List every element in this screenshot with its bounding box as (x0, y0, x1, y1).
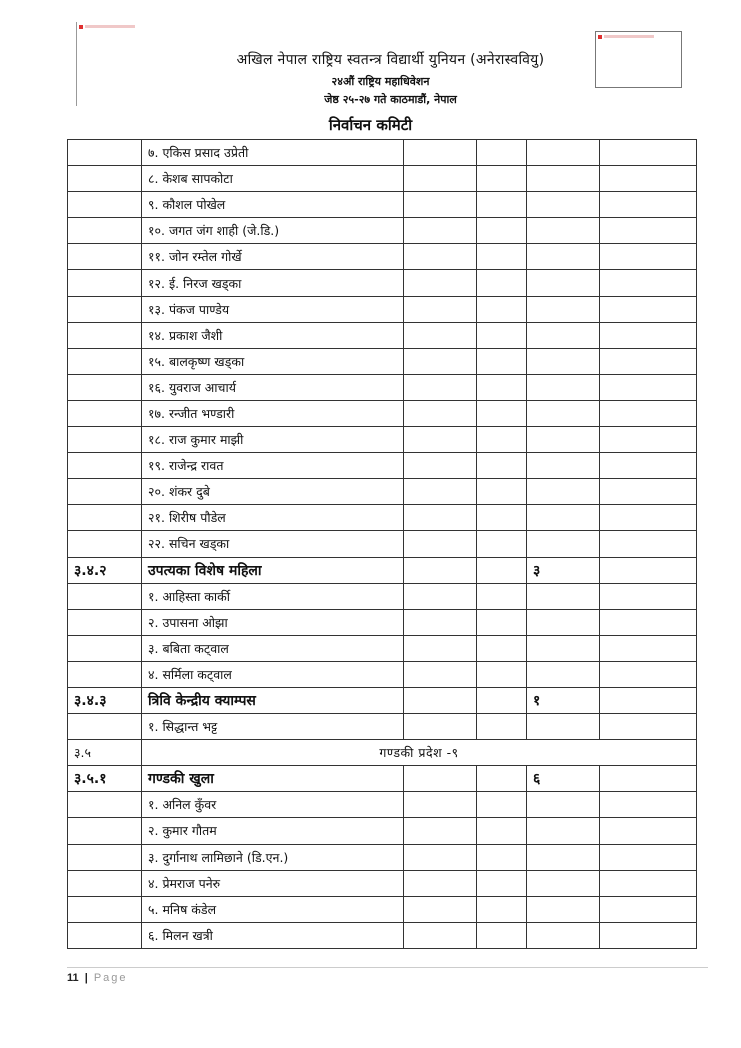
blank-cell (404, 557, 477, 583)
blank-cell (477, 818, 527, 844)
blank-cell (600, 687, 697, 713)
section-code-cell (68, 166, 142, 192)
section-code-cell (68, 296, 142, 322)
blank-cell (477, 896, 527, 922)
blank-cell (477, 296, 527, 322)
section-code-cell (68, 140, 142, 166)
blank-cell (600, 922, 697, 948)
table-row (68, 270, 697, 296)
name-cell: १५. बालकृष्ण खड्का (142, 348, 404, 374)
blank-cell (600, 140, 697, 166)
blank-cell (404, 609, 477, 635)
blank-cell (477, 531, 527, 557)
blank-cell (477, 427, 527, 453)
seat-count-cell (527, 374, 600, 400)
blank-cell (477, 922, 527, 948)
convention-name: २४औं राष्ट्रिय महाधिवेशन (331, 75, 430, 88)
blank-cell (477, 687, 527, 713)
seat-count-cell (527, 270, 600, 296)
blank-cell (477, 140, 527, 166)
table-row (68, 400, 697, 426)
seat-count-cell (527, 818, 600, 844)
blank-cell (477, 505, 527, 531)
blank-cell (404, 479, 477, 505)
blank-cell (600, 714, 697, 740)
blank-cell (600, 844, 697, 870)
region-row (68, 740, 697, 766)
blank-cell (477, 270, 527, 296)
section-code-cell (68, 244, 142, 270)
table-row (68, 818, 697, 844)
section-code-cell (68, 322, 142, 348)
table-row (68, 714, 697, 740)
blank-cell (404, 870, 477, 896)
page-title: निर्वाचन कमिटी (328, 116, 413, 134)
name-cell: २२. सचिन खड्का (142, 531, 404, 557)
blank-cell (600, 766, 697, 792)
blank-cell (404, 661, 477, 687)
blank-cell (600, 270, 697, 296)
org-name: अखिल नेपाल राष्ट्रिय स्वतन्त्र विद्यार्थी युनियन (अनेरास्ववियु) (236, 52, 545, 68)
blank-cell (477, 870, 527, 896)
seat-count-cell (527, 479, 600, 505)
table-row (68, 870, 697, 896)
table-row (68, 896, 697, 922)
blank-cell (477, 792, 527, 818)
table-row (68, 218, 697, 244)
blank-cell (600, 583, 697, 609)
blank-cell (404, 427, 477, 453)
blank-cell (600, 557, 697, 583)
name-cell: १८. राज कुमार माझी (142, 427, 404, 453)
blank-cell (404, 270, 477, 296)
blank-cell (404, 192, 477, 218)
name-cell: १. सिद्धान्त भट्ट (142, 714, 404, 740)
section-heading-row (68, 766, 697, 792)
name-cell: गण्डकी खुला (142, 766, 404, 792)
seat-count-cell (527, 661, 600, 687)
blank-cell (404, 687, 477, 713)
section-code-cell: ३.५.१ (68, 766, 142, 792)
blank-cell (600, 427, 697, 453)
seat-count-cell (527, 218, 600, 244)
name-cell: २. कुमार गौतम (142, 818, 404, 844)
blank-cell (404, 166, 477, 192)
seat-count-cell (527, 427, 600, 453)
name-cell: १२. ई. निरज खड्का (142, 270, 404, 296)
blank-cell (477, 374, 527, 400)
blank-cell (404, 792, 477, 818)
blank-cell (600, 479, 697, 505)
delegate-table (67, 139, 697, 949)
footer-divider (67, 967, 708, 968)
blank-cell (404, 896, 477, 922)
name-cell: २१. शिरीष पौडेल (142, 505, 404, 531)
blank-cell (404, 218, 477, 244)
convention-date-place: जेष्ठ २५-२७ गते काठमाडौं, नेपाल (324, 93, 457, 106)
name-cell: २. उपासना ओझा (142, 609, 404, 635)
blank-cell (600, 453, 697, 479)
footer-separator: | (84, 972, 88, 984)
logo-right-marker (598, 35, 602, 39)
blank-cell (600, 244, 697, 270)
seat-count-cell (527, 870, 600, 896)
name-cell: २०. शंकर दुबे (142, 479, 404, 505)
name-cell: ९. कौशल पोखेल (142, 192, 404, 218)
blank-cell (600, 635, 697, 661)
name-cell: ५. मनिष कंडेल (142, 896, 404, 922)
section-heading-row (68, 557, 697, 583)
table-row (68, 192, 697, 218)
section-code-cell (68, 400, 142, 426)
section-code-cell (68, 922, 142, 948)
blank-cell (600, 505, 697, 531)
blank-cell (477, 244, 527, 270)
blank-cell (404, 818, 477, 844)
blank-cell (477, 844, 527, 870)
section-code-cell (68, 427, 142, 453)
blank-cell (404, 505, 477, 531)
table-row (68, 583, 697, 609)
table-row (68, 844, 697, 870)
blank-cell (477, 348, 527, 374)
blank-cell (404, 766, 477, 792)
seat-count-cell (527, 296, 600, 322)
table-row (68, 244, 697, 270)
blank-cell (404, 635, 477, 661)
blank-cell (600, 870, 697, 896)
blank-cell (477, 766, 527, 792)
blank-cell (477, 453, 527, 479)
name-cell: ४. सर्मिला कट्वाल (142, 661, 404, 687)
delegate-table-body (68, 140, 697, 949)
table-row (68, 922, 697, 948)
table-row (68, 479, 697, 505)
section-code-cell (68, 635, 142, 661)
name-cell: १. आहिस्ता कार्की (142, 583, 404, 609)
blank-cell (477, 557, 527, 583)
logo-left-marker (79, 25, 83, 29)
blank-cell (477, 192, 527, 218)
blank-cell (404, 583, 477, 609)
section-code-cell: ३.४.२ (68, 557, 142, 583)
blank-cell (600, 792, 697, 818)
table-row (68, 296, 697, 322)
seat-count-cell (527, 453, 600, 479)
section-code-cell (68, 714, 142, 740)
name-cell: ११. जोन रम्तेल गोर्खे (142, 244, 404, 270)
blank-cell (404, 140, 477, 166)
section-code-cell (68, 609, 142, 635)
seat-count-cell (527, 635, 600, 661)
seat-count-cell (527, 531, 600, 557)
table-row (68, 505, 697, 531)
page-footer (67, 972, 128, 984)
blank-cell (404, 244, 477, 270)
blank-cell (477, 400, 527, 426)
section-code-cell (68, 792, 142, 818)
section-code-cell: ३.४.३ (68, 687, 142, 713)
section-code-cell (68, 844, 142, 870)
blank-cell (477, 218, 527, 244)
logo-right-caption (604, 35, 654, 38)
section-code-cell (68, 192, 142, 218)
seat-count-cell: ३ (527, 557, 600, 583)
seat-count-cell: १ (527, 687, 600, 713)
name-cell: १३. पंकज पाण्डेय (142, 296, 404, 322)
seat-count-cell: ६ (527, 766, 600, 792)
section-code-cell (68, 479, 142, 505)
blank-cell (600, 322, 697, 348)
seat-count-cell (527, 583, 600, 609)
name-cell: त्रिवि केन्द्रीय क्याम्पस (142, 687, 404, 713)
blank-cell (404, 844, 477, 870)
name-cell: १. अनिल कुँवर (142, 792, 404, 818)
table-row (68, 348, 697, 374)
name-cell: १६. युवराज आचार्य (142, 374, 404, 400)
blank-cell (477, 635, 527, 661)
table-row (68, 792, 697, 818)
blank-cell (404, 714, 477, 740)
table-row (68, 661, 697, 687)
seat-count-cell (527, 792, 600, 818)
blank-cell (477, 714, 527, 740)
seat-count-cell (527, 348, 600, 374)
section-code-cell (68, 348, 142, 374)
blank-cell (404, 922, 477, 948)
blank-cell (600, 531, 697, 557)
table-row (68, 427, 697, 453)
section-code-cell (68, 270, 142, 296)
seat-count-cell (527, 192, 600, 218)
section-code-cell (68, 896, 142, 922)
name-cell: ७. एकिस प्रसाद उप्रेती (142, 140, 404, 166)
table-row (68, 322, 697, 348)
section-heading-row (68, 687, 697, 713)
name-cell: १४. प्रकाश जैशी (142, 322, 404, 348)
section-code-cell (68, 583, 142, 609)
name-cell: उपत्यका विशेष महिला (142, 557, 404, 583)
section-code-cell (68, 218, 142, 244)
blank-cell (477, 583, 527, 609)
table-row (68, 166, 697, 192)
blank-cell (600, 192, 697, 218)
section-code-cell (68, 531, 142, 557)
table-row (68, 609, 697, 635)
blank-cell (404, 400, 477, 426)
page-label: Page (93, 972, 128, 984)
blank-cell (600, 661, 697, 687)
section-code-cell (68, 374, 142, 400)
blank-cell (600, 818, 697, 844)
name-cell: १७. रन्जीत भण्डारी (142, 400, 404, 426)
section-code-cell (68, 661, 142, 687)
blank-cell (477, 322, 527, 348)
name-cell: ६. मिलन खत्री (142, 922, 404, 948)
blank-cell (477, 661, 527, 687)
blank-cell (404, 322, 477, 348)
seat-count-cell (527, 505, 600, 531)
blank-cell (477, 166, 527, 192)
region-name-cell: गण्डकी प्रदेश -९ (142, 740, 697, 766)
logo-left-caption (85, 25, 135, 28)
blank-cell (477, 479, 527, 505)
blank-cell (404, 374, 477, 400)
blank-cell (404, 296, 477, 322)
blank-cell (600, 296, 697, 322)
seat-count-cell (527, 844, 600, 870)
blank-cell (600, 218, 697, 244)
name-cell: ८. केशब सापकोटा (142, 166, 404, 192)
blank-cell (600, 374, 697, 400)
name-cell: १९. राजेन्द्र रावत (142, 453, 404, 479)
blank-cell (600, 400, 697, 426)
blank-cell (404, 453, 477, 479)
seat-count-cell (527, 244, 600, 270)
section-code-cell (68, 453, 142, 479)
seat-count-cell (527, 714, 600, 740)
section-code-cell (68, 505, 142, 531)
table-row (68, 453, 697, 479)
section-code-cell (68, 818, 142, 844)
name-cell: १०. जगत जंग शाही (जे.डि.) (142, 218, 404, 244)
name-cell: ४. प्रेमराज पनेरु (142, 870, 404, 896)
seat-count-cell (527, 922, 600, 948)
seat-count-cell (527, 896, 600, 922)
seat-count-cell (527, 166, 600, 192)
seat-count-cell (527, 609, 600, 635)
blank-cell (477, 609, 527, 635)
name-cell: ३. दुर्गानाथ लामिछाने (डि.एन.) (142, 844, 404, 870)
blank-cell (404, 531, 477, 557)
blank-cell (600, 609, 697, 635)
blank-cell (600, 896, 697, 922)
table-row (68, 140, 697, 166)
name-cell: ३. बबिता कट्वाल (142, 635, 404, 661)
table-row (68, 374, 697, 400)
blank-cell (600, 166, 697, 192)
blank-cell (404, 348, 477, 374)
seat-count-cell (527, 322, 600, 348)
seat-count-cell (527, 400, 600, 426)
blank-cell (600, 348, 697, 374)
table-row (68, 531, 697, 557)
seat-count-cell (527, 140, 600, 166)
page-number: 11 (67, 972, 79, 984)
table-row (68, 635, 697, 661)
section-code-cell: ३.५ (68, 740, 142, 766)
section-code-cell (68, 870, 142, 896)
